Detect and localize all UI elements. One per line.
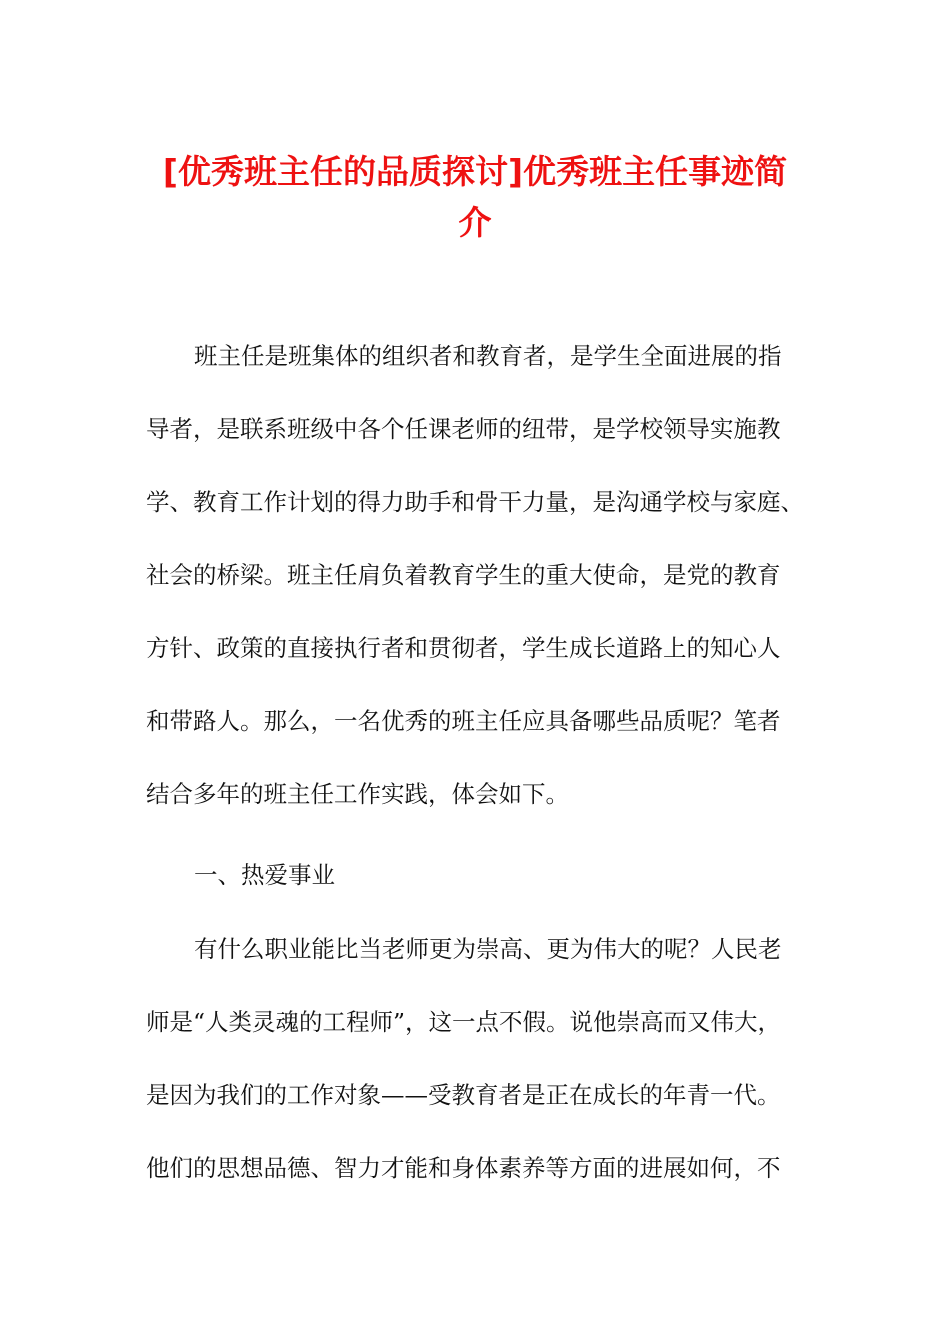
paragraph-line: 师是“人类灵魂的工程师”，这一点不假。说他崇高而又伟大， bbox=[146, 1008, 782, 1036]
paragraph-line: 他们的思想品德、智力才能和身体素养等方面的进展如何，不 bbox=[146, 1154, 781, 1182]
section-heading: 一、热爱事业 bbox=[194, 861, 335, 889]
paragraph-line: 结合多年的班主任工作实践，体会如下。 bbox=[146, 780, 569, 808]
paragraph-line: 和带路人。那么，一名优秀的班主任应具备哪些品质呢？笔者 bbox=[146, 707, 781, 735]
paragraph-line: 导者，是联系班级中各个任课老师的纽带，是学校领导实施教 bbox=[146, 415, 781, 443]
document-title bbox=[145, 146, 805, 248]
paragraph-line: 班主任是班集体的组织者和教育者，是学生全面进展的指 bbox=[194, 342, 782, 370]
paragraph-line: 有什么职业能比当老师更为崇高、更为伟大的呢？人民老 bbox=[194, 935, 782, 963]
paragraph-line: 方针、政策的直接执行者和贯彻者，学生成长道路上的知心人 bbox=[146, 634, 781, 662]
paragraph-line: 是因为我们的工作对象——受教育者是正在成长的年青一代。 bbox=[146, 1081, 781, 1109]
title-line-1: [优秀班主任的品质探讨]优秀班主任事迹简 bbox=[162, 152, 788, 191]
paragraph-line: 学、教育工作计划的得力助手和骨干力量，是沟通学校与家庭、 bbox=[146, 488, 804, 516]
title-line-2: 介 bbox=[458, 203, 492, 242]
paragraph-line: 社会的桥梁。班主任肩负着教育学生的重大使命，是党的教育 bbox=[146, 561, 781, 589]
